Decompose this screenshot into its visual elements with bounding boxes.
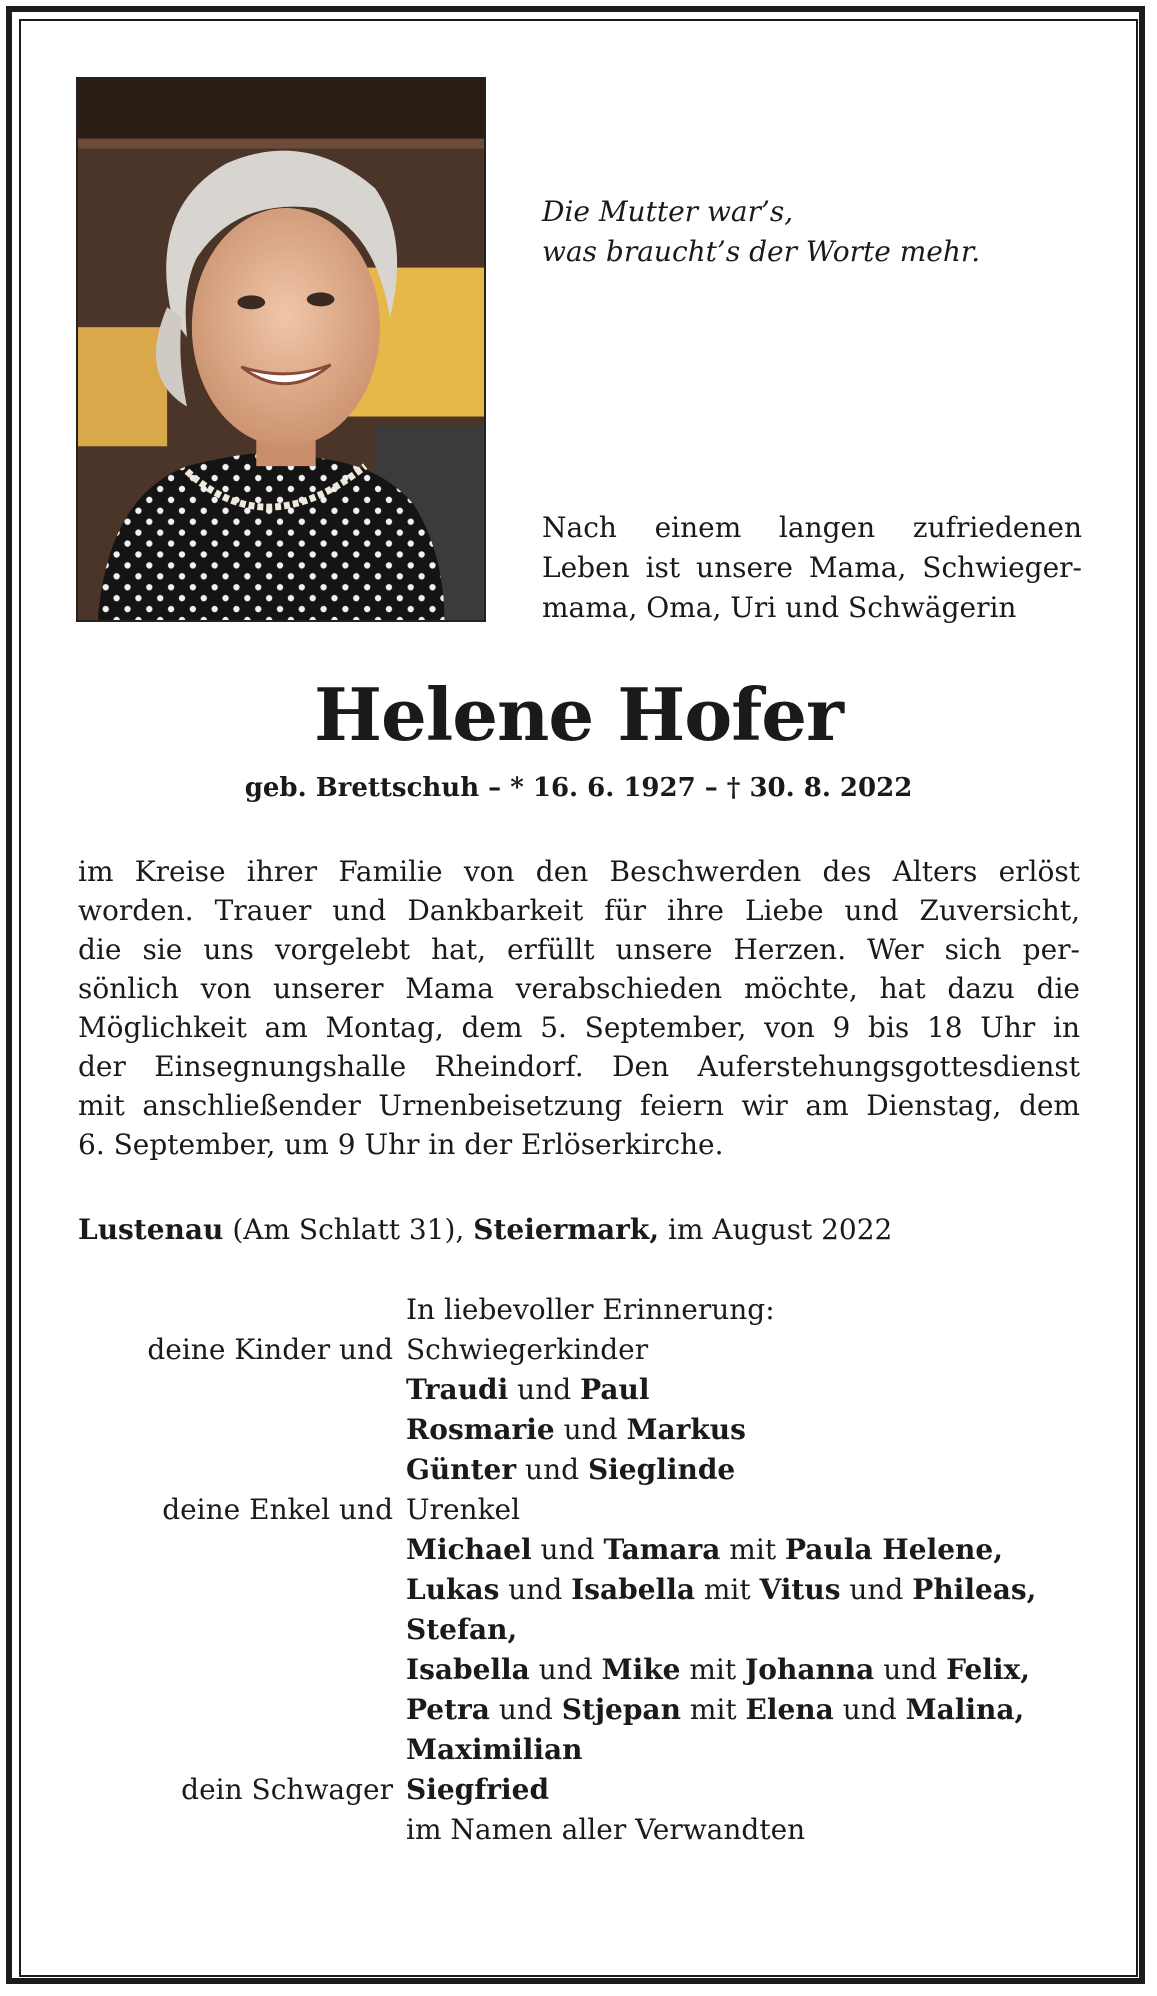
body-line: worden. Trauer und Dankbarkeit für ihre Liebe und Zuversicht, [78,894,1080,927]
joiner: und [833,1693,906,1726]
mourners-intro: In liebevoller Erinnerung: [406,1293,775,1326]
closing-line: im Namen aller Verwandten [406,1813,806,1846]
place-date: im August 2022 [659,1213,893,1246]
body-line: die sie uns vorgelebt hat, erfüllt unsere Herzen. Wer sich per- [78,933,1080,966]
place-town: Lustenau [78,1213,224,1246]
place-address: (Am Schlatt 31), [223,1213,474,1246]
motto-quote [542,192,1102,272]
person-name: Michael [406,1533,532,1566]
intro-line: Nach einem langen zufriedenen [542,511,1082,544]
body-line: 6. September, um 9 Uhr in der Erlöserkirche. [78,1128,724,1161]
person-name: Elena [745,1693,834,1726]
brother-in-law-name: Siegfried [406,1773,550,1806]
person-name: Phileas, [912,1573,1037,1606]
place-region: Steiermark, [473,1213,660,1246]
mourner-line [406,1570,1036,1610]
children-title: Schwiegerkinder [406,1333,649,1366]
joiner: mit [680,1653,746,1686]
person-name: Vitus [759,1573,841,1606]
joiner: mit [720,1533,785,1566]
deceased-name: Helene Hofer [314,672,843,757]
body-line: mit anschließender Urnenbeisetzung feiern wir am Dienstag, dem [78,1089,1080,1122]
birth-death-line: geb. Brettschuh – * 16. 6. 1927 – † 30. 8. 2022 [244,773,913,803]
joiner: und [508,1373,581,1406]
person-name: Paul [580,1373,650,1406]
mourner-line [406,1370,650,1410]
mourner-line [406,1650,1030,1690]
joiner: mit [680,1693,746,1726]
person-name: Tamara [603,1533,721,1566]
grandchildren-label: deine Enkel und [162,1493,393,1526]
mourner-line [406,1610,517,1650]
person-name: Traudi [406,1373,509,1406]
person-name: Stefan, [406,1613,518,1646]
joiner: und [531,1533,604,1566]
place-date-line [78,1210,1080,1250]
joiner: und [529,1653,602,1686]
person-name: Petra [406,1693,490,1726]
person-name: Felix, [946,1653,1030,1686]
person-name: Markus [626,1413,746,1446]
children-label: deine Kinder und [147,1333,393,1366]
joiner: und [840,1573,913,1606]
portrait-photo [76,77,486,622]
joiner: und [489,1693,562,1726]
mourner-line [406,1690,1024,1730]
person-name: Maximilian [406,1733,583,1766]
person-name: Günter [406,1453,517,1486]
joiner: und [554,1413,627,1446]
body-line: sönlich von unserer Mama verabschieden möchte, hat dazu die [78,972,1080,1005]
mourner-line [406,1410,746,1450]
person-name: Sieglinde [587,1453,736,1486]
intro-text [542,508,1082,628]
brother-in-law-label: dein Schwager [181,1773,393,1806]
person-name: Isabella [571,1573,695,1606]
body-line: der Einsegnungshalle Rheindorf. Den Auferstehungsgottesdienst [78,1050,1080,1083]
announcement-body [78,852,1080,1164]
quote-line: Die Mutter war’s, [542,195,794,228]
person-name: Isabella [406,1653,530,1686]
person-name: Johanna [745,1653,875,1686]
body-line: Möglichkeit am Montag, dem 5. September, von 9 bis 18 Uhr in [78,1011,1080,1044]
joiner: mit [694,1573,760,1606]
person-name: Rosmarie [406,1413,555,1446]
mourners-list [0,1290,1157,1850]
intro-line: Leben ist unsere Mama, Schwieger- [542,551,1082,584]
quote-line: was braucht’s der Worte mehr. [542,235,981,268]
person-name: Mike [601,1653,681,1686]
grandchildren-title: Urenkel [406,1493,521,1526]
mourner-line [406,1450,735,1490]
joiner: und [874,1653,947,1686]
intro-line: mama, Oma, Uri und Schwägerin [542,591,1017,624]
mourner-line [406,1530,1003,1570]
person-name: Malina, [905,1693,1025,1726]
mourner-line [406,1730,583,1770]
person-name: Lukas [406,1573,500,1606]
person-name: Paula Helene, [784,1533,1003,1566]
body-line: im Kreise ihrer Familie von den Beschwerden des Alters erlöst [78,855,1080,888]
joiner: und [499,1573,572,1606]
person-name: Stjepan [561,1693,681,1726]
joiner: und [516,1453,588,1486]
